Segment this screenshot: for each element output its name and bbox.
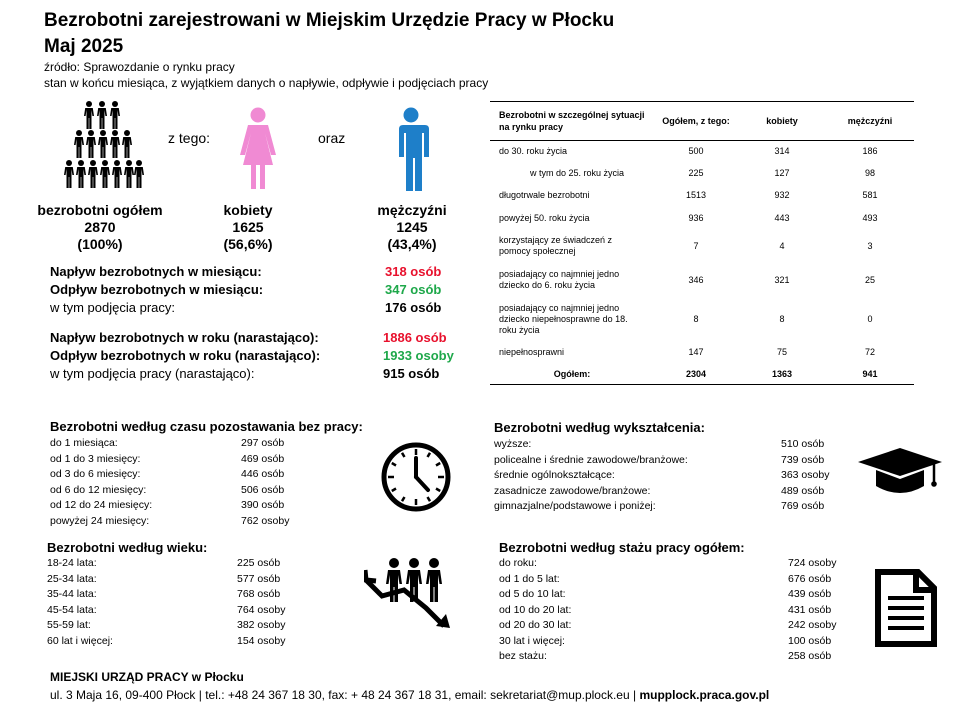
- cell-women: 321: [774, 275, 790, 285]
- total-men-label: mężczyźni: [377, 202, 447, 218]
- item-label: do roku:: [499, 557, 537, 569]
- item-label: powyżej 24 miesięcy:: [50, 514, 150, 527]
- row-label: powyżej 50. roku życia: [499, 212, 590, 223]
- item-label: od 1 do 5 lat:: [499, 572, 560, 585]
- monthly-flows: [50, 263, 470, 317]
- cell-total: 500: [688, 146, 704, 157]
- list-item: [50, 498, 360, 514]
- item-value: 258 osób: [788, 650, 832, 662]
- special-situation-table: [490, 101, 914, 385]
- item-label: od 1 do 3 miesięcy:: [50, 452, 141, 465]
- item-value: 100 osób: [788, 634, 832, 647]
- education-title: Bezrobotni według wykształcenia:: [494, 420, 705, 435]
- item-label: 18-24 lata:: [47, 557, 97, 569]
- list-item: [499, 649, 859, 665]
- item-label: policealne i średnie zawodowe/branżowe:: [494, 453, 688, 466]
- item-label: od 6 do 12 miesięcy:: [50, 483, 147, 496]
- cell-total: 147: [688, 347, 704, 357]
- item-value: 510 osób: [781, 438, 825, 450]
- cell-women: 75: [776, 347, 787, 357]
- cell-women: 8: [779, 314, 785, 324]
- cell-total: 346: [688, 275, 704, 285]
- flow-label: Napływ bezrobotnych w roku (narastająco):: [50, 330, 319, 345]
- cell-men: 493: [862, 212, 878, 223]
- row-label: posiadający co najmniej jedno dziecko do 6. roku życia: [499, 269, 620, 290]
- table-row: [490, 229, 914, 263]
- item-label: od 10 do 20 lat:: [499, 603, 572, 616]
- list-item: [50, 467, 360, 483]
- item-value: 431 osób: [788, 603, 832, 616]
- item-value: 676 osób: [788, 572, 832, 585]
- table-row: [490, 162, 914, 184]
- list-item: [47, 603, 357, 619]
- between-label-1: z tego:: [168, 130, 211, 146]
- woman-icon: [236, 107, 280, 191]
- man-icon: [388, 107, 434, 191]
- item-value: 764 osoby: [237, 603, 286, 616]
- flow-label: Napływ bezrobotnych w miesiącu:: [50, 264, 262, 279]
- list-item: [499, 556, 859, 572]
- item-label: zasadnicze zawodowe/branżowe:: [494, 484, 651, 497]
- cell-men: 0: [867, 314, 873, 324]
- yearly-flows: [50, 329, 470, 383]
- total-women-value: 1625: [232, 219, 264, 235]
- table-header-row: [490, 102, 914, 140]
- table-row: [490, 140, 914, 162]
- document-icon: [874, 568, 938, 648]
- cell-men: 186: [862, 146, 878, 157]
- people-crowd-icon: [64, 100, 144, 192]
- item-value: 297 osób: [241, 437, 285, 449]
- item-label: średnie ogólnokształcące:: [494, 469, 615, 481]
- item-value: 469 osób: [241, 452, 285, 465]
- item-label: od 3 do 6 miesięcy:: [50, 468, 141, 480]
- total-all-pct: (100%): [77, 236, 123, 252]
- flow-value: 318 osób: [385, 264, 442, 279]
- item-value: 225 osób: [237, 557, 281, 569]
- flow-label: Odpływ bezrobotnych w miesiącu:: [50, 282, 264, 297]
- cell-total: 7: [693, 241, 699, 251]
- table-row: [490, 206, 914, 229]
- footer-contact-text: ul. 3 Maja 16, 09-400 Płock | tel.: +48 24 367 18 30, fax: + 48 24 367 18 31, email: sekretariat@mup.plock.eu |: [50, 688, 640, 702]
- cell-women: 314: [774, 146, 790, 157]
- flow-value: 176 osób: [385, 300, 442, 315]
- cell-total: 1513: [685, 190, 707, 200]
- item-label: wyższe:: [494, 438, 532, 450]
- flow-row: [50, 299, 470, 317]
- row-label: Ogółem:: [553, 368, 591, 379]
- table-total-row: [490, 363, 914, 384]
- seniority-title: Bezrobotni według stażu pracy ogółem:: [499, 540, 745, 555]
- table-row: [490, 297, 914, 341]
- footer-contact: [50, 688, 769, 702]
- total-women-pct: (56,6%): [223, 236, 273, 252]
- item-value: 439 osób: [788, 588, 832, 600]
- footer-org: MIEJSKI URZĄD PRACY w Płocku: [50, 670, 244, 684]
- column-header: kobiety: [766, 115, 798, 126]
- item-label: od 5 do 10 lat:: [499, 588, 566, 600]
- total-men-pct: (43,4%): [387, 236, 437, 252]
- cell-women: 4: [779, 241, 785, 251]
- item-label: od 20 do 30 lat:: [499, 619, 572, 631]
- cell-total: 936: [688, 212, 704, 223]
- cell-men: 72: [864, 347, 875, 357]
- duration-title: Bezrobotni według czasu pozostawania bez pracy:: [50, 419, 363, 434]
- list-item: [499, 572, 859, 588]
- item-label: bez stażu:: [499, 650, 547, 662]
- list-item: [494, 437, 874, 453]
- column-header: Ogółem, z tego:: [662, 115, 730, 126]
- cell-women: 127: [774, 168, 790, 178]
- list-item: [50, 483, 360, 499]
- list-item: [47, 618, 357, 634]
- list-item: [494, 453, 874, 469]
- item-label: od 12 do 24 miesięcy:: [50, 499, 153, 511]
- list-item: [47, 634, 357, 650]
- total-all-label: bezrobotni ogółem: [37, 202, 163, 218]
- item-value: 363 osoby: [781, 469, 830, 481]
- list-item: [499, 587, 859, 603]
- column-header: mężczyźni: [847, 115, 893, 126]
- row-label: posiadający co najmniej jedno dziecko niepełnosprawne do 18. roku życia: [499, 302, 628, 335]
- list-item: [50, 452, 360, 468]
- duration-list: [50, 436, 360, 529]
- row-label: korzystający ze świadczeń z pomocy społecznej: [499, 235, 613, 256]
- cell-total: 8: [693, 314, 699, 324]
- item-value: 154 osoby: [237, 634, 286, 647]
- period: Maj 2025: [44, 36, 124, 57]
- item-value: 768 osób: [237, 588, 281, 600]
- item-label: 35-44 lata:: [47, 588, 97, 600]
- list-item: [499, 618, 859, 634]
- cell-women: 1363: [771, 368, 793, 379]
- item-value: 762 osoby: [241, 514, 290, 527]
- item-label: 55-59 lat:: [47, 619, 91, 631]
- item-label: gimnazjalne/podstawowe i poniżej:: [494, 500, 656, 512]
- cell-women: 443: [774, 212, 790, 223]
- list-item: [494, 468, 874, 484]
- row-label: długotrwale bezrobotni: [499, 190, 590, 200]
- graduation-cap-icon: [856, 446, 944, 498]
- cell-total: 225: [688, 168, 704, 178]
- item-value: 242 osoby: [788, 619, 837, 631]
- total-women: [188, 202, 308, 253]
- item-label: 45-54 lata:: [47, 603, 97, 616]
- item-value: 577 osób: [237, 572, 281, 585]
- flow-label: w tym podjęcia pracy (narastająco):: [50, 366, 255, 381]
- total-all: [30, 202, 170, 253]
- item-label: 30 lat i więcej:: [499, 634, 565, 647]
- page-title: Bezrobotni zarejestrowani w Miejskim Urzędzie Pracy w Płocku: [44, 10, 615, 31]
- list-item: [499, 603, 859, 619]
- cell-men: 25: [864, 275, 875, 285]
- item-value: 739 osób: [781, 453, 825, 466]
- item-value: 769 osób: [781, 500, 825, 512]
- list-item: [47, 556, 357, 572]
- item-value: 446 osób: [241, 468, 285, 480]
- item-label: 60 lat i więcej:: [47, 634, 113, 647]
- people-trend-icon: [364, 556, 456, 630]
- flow-label: Odpływ bezrobotnych w roku (narastająco):: [50, 348, 321, 363]
- between-label-2: oraz: [318, 130, 346, 146]
- seniority-list: [499, 556, 859, 665]
- list-item: [494, 484, 874, 500]
- row-label: niepełnosprawni: [499, 347, 565, 357]
- flow-row: [50, 281, 470, 299]
- flow-value: 915 osób: [383, 366, 440, 381]
- list-item: [499, 634, 859, 650]
- table-row: [490, 341, 914, 363]
- cell-men: 941: [862, 368, 878, 379]
- column-header: Bezrobotni w szczególnej sytuacji na rynku pracy: [499, 109, 645, 132]
- row-label: do 30. roku życia: [499, 146, 568, 157]
- cell-men: 98: [864, 168, 875, 178]
- item-label: 25-34 lata:: [47, 572, 97, 585]
- flow-row: [50, 329, 470, 347]
- item-value: 506 osób: [241, 483, 285, 496]
- education-list: [494, 437, 874, 515]
- footer-website-link[interactable]: mupplock.praca.gov.pl: [639, 688, 770, 702]
- flow-value: 347 osób: [385, 282, 442, 297]
- cell-total: 2304: [685, 368, 707, 379]
- list-item: [47, 572, 357, 588]
- list-item: [50, 436, 360, 452]
- item-value: 382 osoby: [237, 619, 286, 631]
- list-item: [47, 587, 357, 603]
- item-label: do 1 miesiąca:: [50, 437, 118, 449]
- flow-value: 1886 osób: [383, 330, 447, 345]
- flow-row: [50, 365, 470, 383]
- source-note: źródło: Sprawozdanie o rynku pracy: [44, 60, 235, 74]
- flow-row: [50, 347, 470, 365]
- flow-row: [50, 263, 470, 281]
- item-value: 390 osób: [241, 499, 285, 511]
- table-row: [490, 263, 914, 297]
- list-item: [50, 514, 360, 530]
- flow-value: 1933 osoby: [383, 348, 454, 363]
- cell-men: 581: [862, 190, 878, 200]
- cell-women: 932: [774, 190, 790, 200]
- total-men: [352, 202, 472, 253]
- total-women-label: kobiety: [223, 202, 273, 218]
- list-item: [494, 499, 874, 515]
- scope-note: stan w końcu miesiąca, z wyjątkiem danych o napływie, odpływie i podjęciach pracy: [44, 76, 489, 90]
- table-row: [490, 184, 914, 206]
- age-title: Bezrobotni według wieku:: [47, 540, 208, 555]
- item-value: 489 osób: [781, 484, 825, 497]
- clock-icon: [380, 441, 452, 513]
- cell-men: 3: [867, 241, 873, 251]
- row-label: w tym do 25. roku życia: [530, 168, 625, 178]
- total-men-value: 1245: [396, 219, 428, 235]
- total-all-value: 2870: [84, 219, 116, 235]
- item-value: 724 osoby: [788, 557, 837, 569]
- age-list: [47, 556, 357, 649]
- flow-label: w tym podjęcia pracy:: [50, 300, 175, 315]
